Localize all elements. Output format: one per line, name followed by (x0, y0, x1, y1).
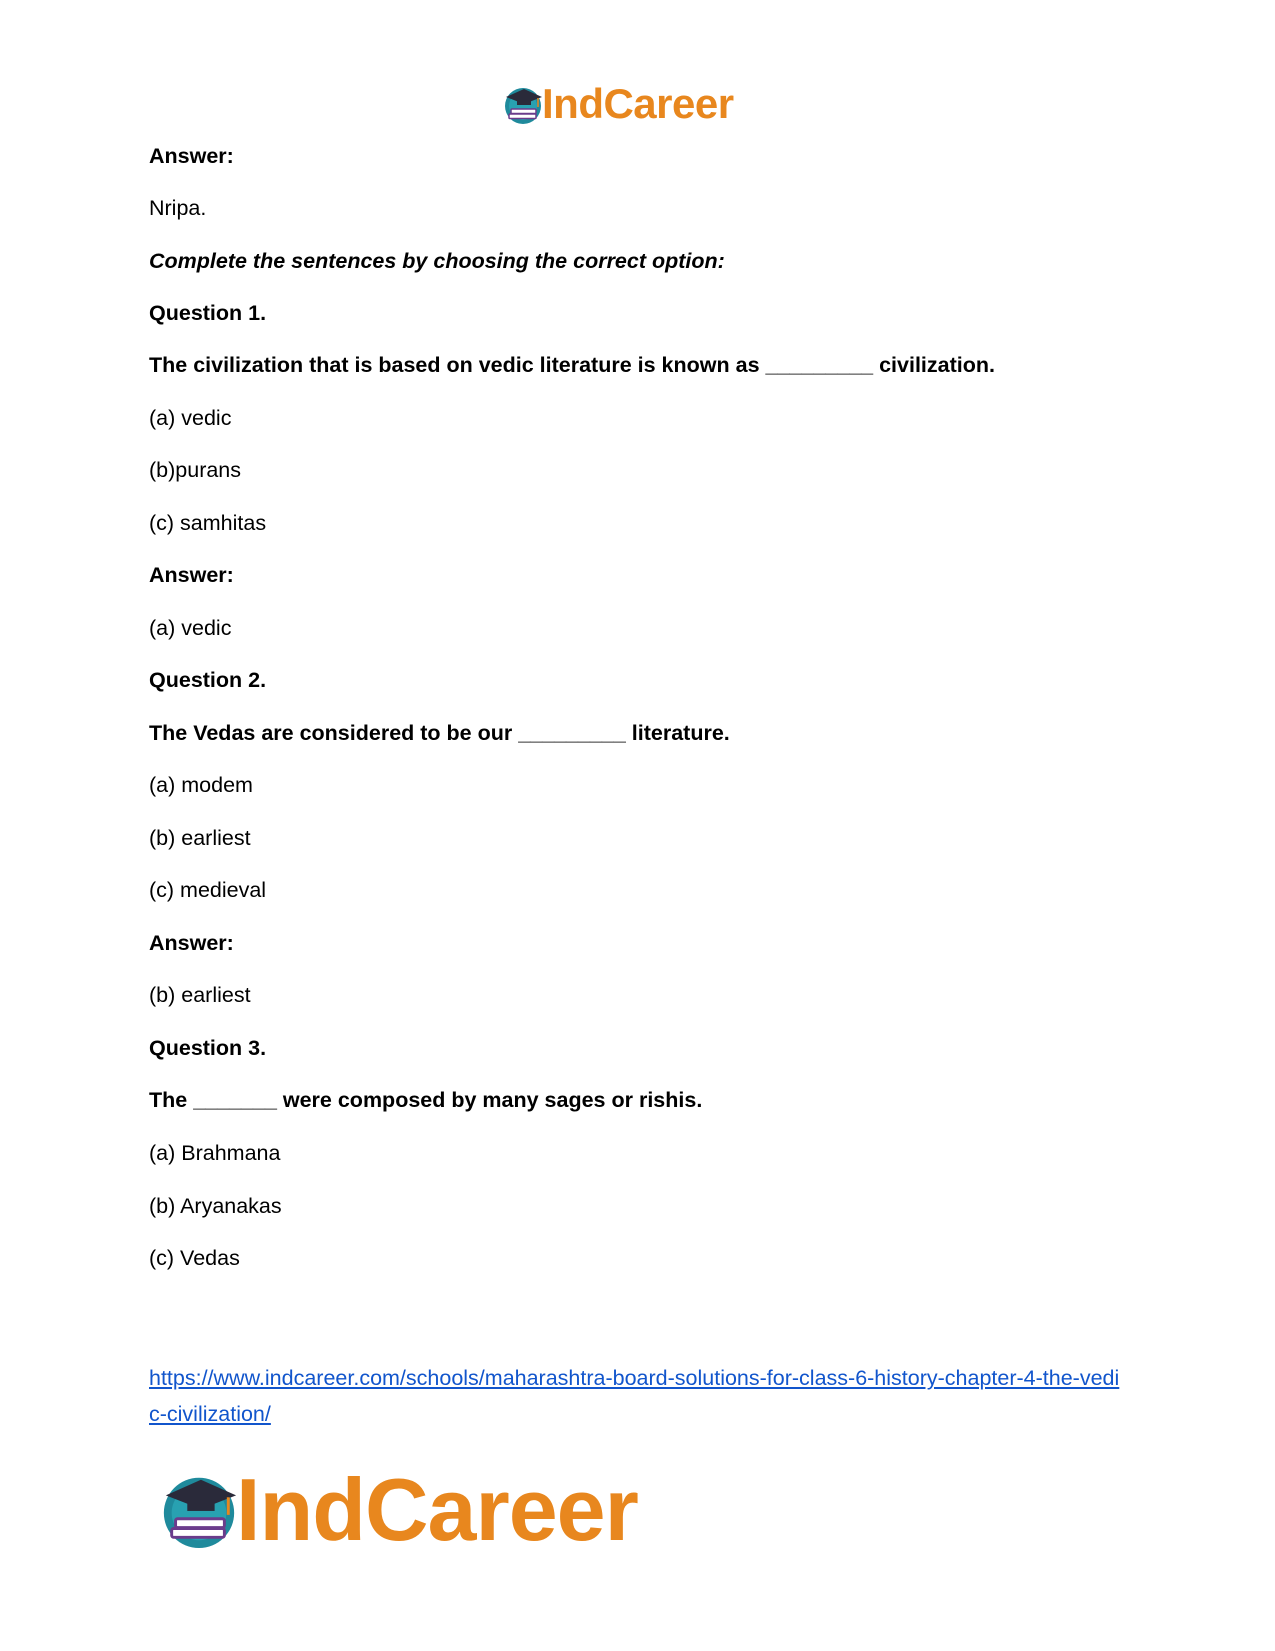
question-1-option-b: (b)purans (149, 458, 242, 482)
question-1-answer-label: Answer: (149, 563, 234, 587)
graduation-cap-book-icon (502, 82, 544, 126)
question-2-option-b: (b) earliest (149, 826, 251, 850)
question-2-label: Question 2. (149, 668, 267, 692)
question-3-label: Question 3. (149, 1036, 267, 1060)
question-1-option-c: (c) samhitas (149, 511, 267, 535)
indcareer-logo-top (502, 76, 772, 132)
logo-brand-text: IndCareer (542, 80, 734, 127)
section-title: Complete the sentences by choosing the correct option: (149, 249, 725, 273)
intro-answer-label: Answer: (149, 144, 234, 168)
question-2-answer-label: Answer: (149, 931, 234, 955)
question-2-answer: (b) earliest (149, 983, 251, 1007)
question-3-text: The _______ were composed by many sages or rishis. (149, 1088, 703, 1112)
source-link[interactable]: https://www.indcareer.com/schools/maharashtra-board-solutions-for-class-6-history-chapter-4-the-vedic-civilization/ (149, 1366, 1120, 1426)
question-2-option-c: (c) medieval (149, 878, 267, 902)
question-3-option-b: (b) Aryanakas (149, 1194, 282, 1218)
intro-answer-value: Nripa. (149, 196, 207, 220)
question-2-text: The Vedas are considered to be our _________ literature. (149, 721, 730, 745)
question-1-text: The civilization that is based on vedic literature is known as _________ civilization. (149, 353, 995, 377)
logo-brand-text: IndCareer (236, 1460, 638, 1559)
graduation-cap-book-icon (158, 1466, 240, 1552)
question-1-label: Question 1. (149, 301, 267, 325)
question-1-answer: (a) vedic (149, 616, 232, 640)
question-3-option-a: (a) Brahmana (149, 1141, 281, 1165)
indcareer-logo-bottom (158, 1460, 694, 1560)
question-3-option-c: (c) Vedas (149, 1246, 240, 1270)
question-1-option-a: (a) vedic (149, 406, 232, 430)
question-2-option-a: (a) modem (149, 773, 253, 797)
